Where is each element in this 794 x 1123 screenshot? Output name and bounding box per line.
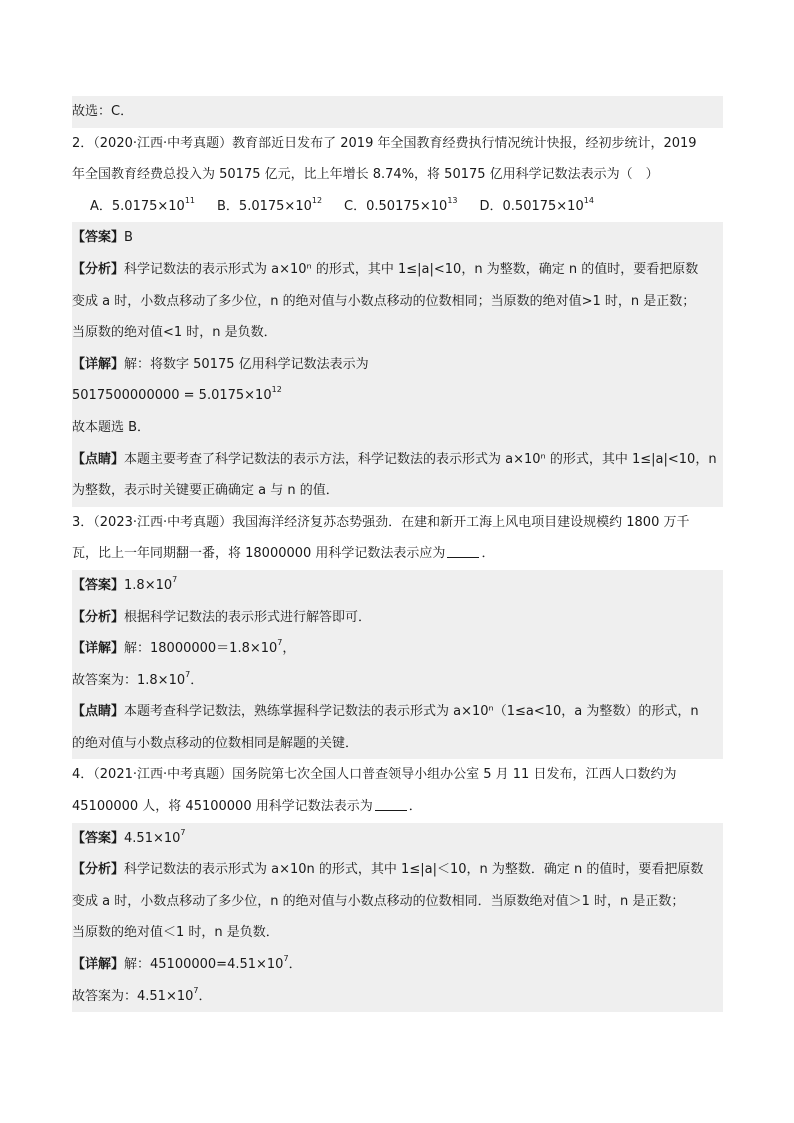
document-line: [72, 96, 723, 128]
document-line: [72, 507, 723, 539]
exponent: 7: [185, 669, 191, 679]
section-tag: 【点睛】: [72, 704, 125, 720]
line-text: 本题主要考查了科学记数法的表示方法，科学记数法的表示形式为 a×10ⁿ 的形式，其中 1≤|a|<10，n: [124, 451, 717, 467]
option-exponent: 11: [184, 195, 196, 205]
document-line: [72, 538, 723, 570]
option-label: D．0.50175×10: [479, 198, 584, 214]
document-line: [72, 570, 723, 602]
line-text: 故本题选 B．: [72, 419, 151, 435]
document-line: [72, 286, 723, 318]
document-line: [72, 917, 723, 949]
document-page: [72, 96, 723, 1012]
exponent: 7: [193, 985, 199, 995]
line-text: 5017500000000 = 5.0175×10: [72, 388, 272, 404]
line-text: 1.8×10: [124, 577, 173, 593]
line-text: 年全国教育经费总投入为 50175 亿元，比上年增长 8.74%，将 50175 亿用科学记数法表示为（ ）: [72, 167, 659, 183]
exponent: 7: [277, 638, 283, 648]
document-line: [72, 254, 723, 286]
line-text: 变成 a 时，小数点移动了多少位，n 的绝对值与小数点移动的位数相同．当原数绝对值＞1 时，n 是正数；: [72, 893, 685, 909]
line-text: 解：18000000＝1.8×10: [124, 641, 278, 657]
document-line: [72, 949, 723, 981]
line-suffix: ．: [198, 988, 212, 1004]
line-suffix: ．: [481, 546, 495, 562]
answer-blank: [447, 545, 479, 558]
line-text: 解：将数字 50175 亿用科学记数法表示为: [124, 356, 369, 372]
section-tag: 【点睛】: [72, 451, 125, 467]
section-tag: 【分析】: [72, 862, 125, 878]
section-tag: 【详解】: [72, 356, 125, 372]
option-label: C．0.50175×10: [344, 198, 448, 214]
section-tag: 【详解】: [72, 957, 125, 973]
exponent: 12: [271, 385, 282, 395]
document-line: [72, 475, 723, 507]
answer-option: [480, 191, 594, 223]
document-line: [72, 191, 723, 223]
document-line: [72, 412, 723, 444]
document-line: [72, 886, 723, 918]
line-text: B: [124, 230, 133, 246]
line-text: 根据科学记数法的表示形式进行解答即可．: [124, 609, 372, 625]
exponent: 7: [283, 954, 289, 964]
answer-option: [344, 191, 457, 223]
document-line: [72, 823, 723, 855]
document-line: [72, 128, 723, 160]
option-exponent: 12: [311, 195, 323, 205]
section-tag: 【答案】: [72, 230, 125, 246]
document-line: [72, 696, 723, 728]
line-text: 为整数，表示时关键要正确确定 a 与 n 的值．: [72, 483, 339, 499]
line-text: 3．（2023·江西·中考真题）我国海洋经济复苏态势强劲．在建和新开工海上风电项目建设规模约 1800 万千: [72, 514, 690, 530]
answer-option: [90, 191, 195, 223]
line-text: 当原数的绝对值<1 时，n 是负数．: [72, 325, 277, 341]
line-suffix: ，: [282, 641, 296, 657]
line-text: 45100000 人，将 45100000 用科学记数法表示为: [72, 799, 373, 815]
document-line: [72, 602, 723, 634]
option-label: A．5.0175×10: [90, 198, 185, 214]
line-text: 当原数的绝对值＜1 时，n 是负数．: [72, 925, 279, 941]
document-line: [72, 665, 723, 697]
document-line: [72, 380, 723, 412]
document-line: [72, 222, 723, 254]
section-tag: 【分析】: [72, 609, 125, 625]
document-line: [72, 633, 723, 665]
option-exponent: 13: [447, 195, 458, 205]
line-text: 故选：C．: [72, 104, 134, 119]
document-line: [72, 854, 723, 886]
line-text: 的绝对值与小数点移动的位数相同是解题的关键．: [72, 735, 359, 751]
line-suffix: ．: [288, 957, 302, 973]
document-line: [72, 759, 723, 791]
answer-blank: [375, 798, 407, 811]
line-suffix: ．: [190, 672, 204, 688]
section-tag: 【详解】: [72, 641, 125, 657]
line-text: 故答案为：4.51×10: [72, 988, 194, 1004]
line-text: 科学记数法的表示形式为 a×10ⁿ 的形式，其中 1≤|a|<10，n 为整数，确定 n 的值时，要看把原数: [124, 261, 699, 277]
exponent: 7: [172, 574, 178, 584]
document-line: [72, 349, 723, 381]
line-text: 解：45100000=4.51×10: [124, 957, 284, 973]
line-text: 变成 a 时，小数点移动了多少位，n 的绝对值与小数点移动的位数相同；当原数的绝对值>1 时，n 是正数；: [72, 293, 696, 309]
document-line: [72, 728, 723, 760]
line-text: 故答案为：1.8×10: [72, 672, 186, 688]
document-line: [72, 159, 723, 191]
document-line: [72, 317, 723, 349]
line-suffix: ．: [408, 799, 422, 815]
line-text: 科学记数法的表示形式为 a×10n 的形式，其中 1≤|a|＜10，n 为整数．确定 n 的值时，要看把原数: [124, 862, 704, 878]
exponent: 7: [180, 827, 186, 837]
line-text: 4.51×10: [124, 830, 181, 846]
line-text: 本题考查科学记数法，熟练掌握科学记数法的表示形式为 a×10ⁿ（1≤a<10，a 为整数）的形式，n: [124, 704, 699, 720]
line-text: 4．（2021·江西·中考真题）国务院第七次全国人口普查领导小组办公室 5 月 11 日发布，江西人口数约为: [72, 767, 677, 783]
line-text: 2．（2020·江西·中考真题）教育部近日发布了 2019 年全国教育经费执行情况统计快报，经初步统计，2019: [72, 135, 697, 151]
option-exponent: 14: [583, 195, 594, 205]
document-line: [72, 981, 723, 1013]
answer-option: [217, 191, 322, 223]
section-tag: 【分析】: [72, 261, 125, 277]
option-label: B．5.0175×10: [217, 198, 312, 214]
line-text: 瓦，比上一年同期翻一番，将 18000000 用科学记数法表示应为: [72, 546, 446, 562]
document-line: [72, 791, 723, 823]
section-tag: 【答案】: [72, 830, 125, 846]
section-tag: 【答案】: [72, 577, 125, 593]
document-line: [72, 444, 723, 476]
